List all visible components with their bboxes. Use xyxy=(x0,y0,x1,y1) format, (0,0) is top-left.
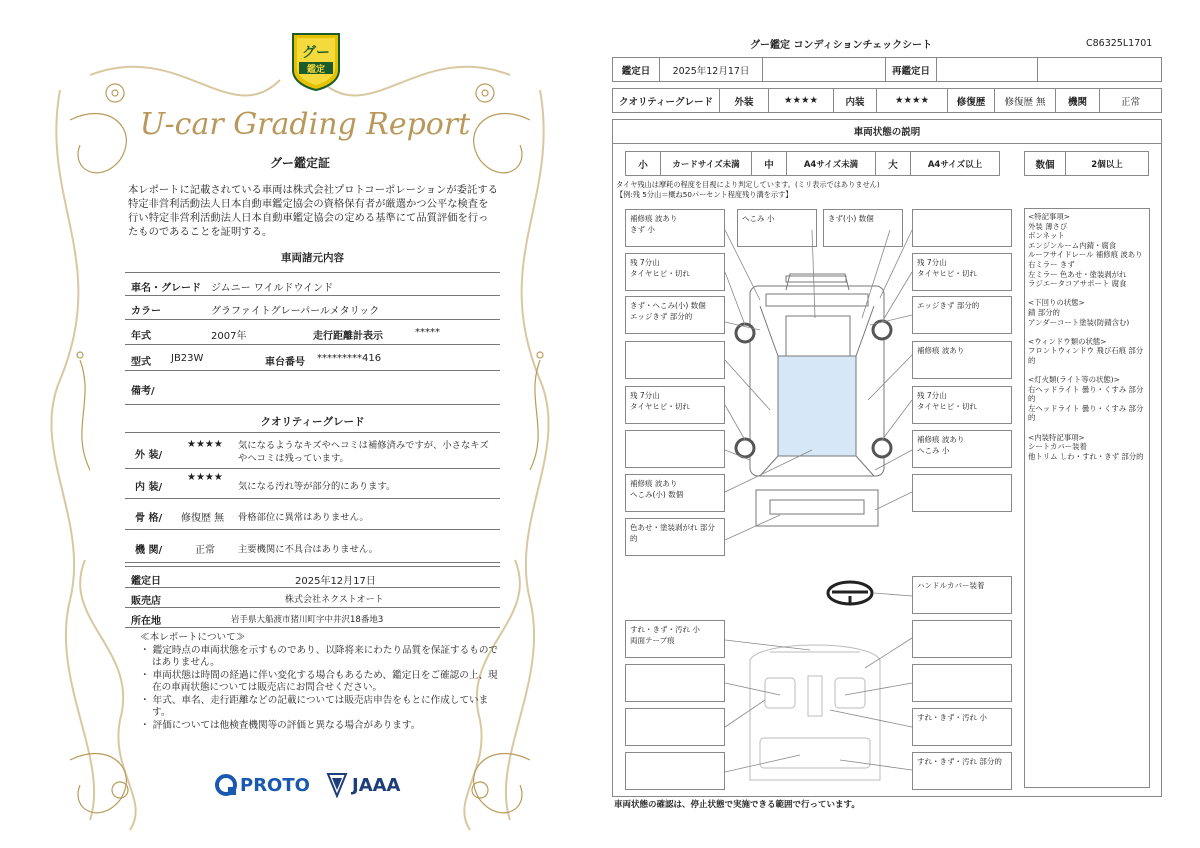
info-addr-label: 所在地 xyxy=(131,616,161,627)
spec-row-model xyxy=(125,345,500,371)
interior-box-console: すれ・きず・汚れ 小 xyxy=(912,708,1012,746)
damage-box-left-fender: きず・へこみ(小) 数個 エッジきず 部分的 xyxy=(625,296,725,334)
report-title-text: U-car Grading Report xyxy=(140,107,470,142)
quality-engine-label: 機 関/ xyxy=(135,545,163,556)
interior-box-left-seat xyxy=(625,708,725,746)
info-dealer-value: 株式会社ネクストオート xyxy=(285,595,384,605)
interior-box-steering: ハンドルカバー装着 xyxy=(912,576,1012,614)
damage-box-front-center-right: きず(小) 数個 xyxy=(823,209,903,247)
size-large-desc: A4サイズ以上 xyxy=(910,151,1000,176)
condition-heading: 車両状態の説明 xyxy=(612,119,1162,144)
quality-int-text: 気になる汚れ等が部分的にあります。 xyxy=(238,481,396,492)
spec-chassis-value: *********416 xyxy=(317,353,382,364)
damage-box-rear: 色あせ・塗装剥がれ 部分的 xyxy=(625,518,725,556)
spec-year-label: 年式 xyxy=(131,331,151,342)
tire-box-rear-left: 残 7分山 タイヤヒビ・切れ xyxy=(625,386,725,424)
steering-wheel-icon xyxy=(828,582,872,604)
spec-heading: 車両諸元内容 xyxy=(281,252,344,264)
repair-value-cell: 修復歴 無 xyxy=(994,88,1056,113)
spec-chassis-label: 車台番号 xyxy=(265,357,305,368)
proto-logo-text: PROTO xyxy=(240,774,310,796)
quality-frame-text: 骨格部位に異常はありません。 xyxy=(238,512,369,523)
quality-row-exterior xyxy=(125,432,500,469)
quality-ext-text: 気になるようなキズやヘコミは補修済みですが、小さなキズやヘコミは残っています。 xyxy=(238,440,489,464)
quality-ext-stars: ★★★★ xyxy=(187,439,223,450)
damage-box-right-quarter: 補修痕 波あり へこみ 小 xyxy=(912,430,1012,468)
proto-logo xyxy=(214,770,310,800)
note-item: ・ 年式、車名、走行距離などの記載については販売店申告をもとに作成しています。 xyxy=(140,694,489,718)
int-stars-cell: ★★★★ xyxy=(876,88,948,113)
info-date-value: 2025年12月17日 xyxy=(295,576,376,587)
date-value-cell: 2025年12月17日 xyxy=(659,57,763,82)
engine-label-cell: 機関 xyxy=(1055,88,1100,113)
quality-int-label: 内 装/ xyxy=(135,482,163,493)
info-row-date xyxy=(125,566,500,588)
interior-box-right-front xyxy=(912,620,1012,658)
damage-box-left-quarter xyxy=(625,430,725,468)
spec-name-label: 車名・グレード xyxy=(131,283,201,294)
interior-box-right-seat xyxy=(912,664,1012,702)
redate-label-cell: 再鑑定日 xyxy=(885,57,937,82)
count-label: 数個 xyxy=(1024,151,1066,176)
interior-box-left-rear xyxy=(625,752,725,790)
tire-note-2: 【例:残 5分山＝概ね50パーセント程度残り溝を示す】 xyxy=(616,190,793,199)
spec-color-value: グラファイトグレーパールメタリック xyxy=(211,306,380,317)
spec-row-remarks xyxy=(125,371,500,405)
proto-mark-icon xyxy=(214,773,238,797)
badge-top-text: グー xyxy=(302,45,330,61)
damage-box-front-left: 補修痕 波あり きず 小 xyxy=(625,209,725,247)
jaaa-logo xyxy=(326,770,401,800)
jaaa-mark-icon xyxy=(326,772,348,798)
quality-heading: クオリティーグレード xyxy=(260,416,365,428)
quality-row-frame xyxy=(125,499,500,530)
quality-frame-label: 骨 格/ xyxy=(135,513,163,524)
spec-color-label: カラー xyxy=(131,306,161,317)
quality-engine-value: 正常 xyxy=(195,545,215,556)
damage-box-rear-right xyxy=(912,474,1012,512)
size-large-label: 大 xyxy=(875,151,911,176)
info-dealer-label: 販売店 xyxy=(131,596,161,607)
info-addr-value: 岩手県大船渡市猪川町字中井沢18番地3 xyxy=(231,615,384,625)
damage-box-right-fender: エッジきず 部分的 xyxy=(912,296,1012,334)
repair-label-cell: 修復歴 xyxy=(947,88,995,113)
interior-box-dash: すれ・きず・汚れ 小 両面テープ痕 xyxy=(625,620,725,658)
spec-model-value: JB23W xyxy=(171,353,204,364)
int-label-cell: 内装 xyxy=(833,88,877,113)
note-item: ・ 評価については他検査機関等の評価と異なる場合があります。 xyxy=(140,719,421,731)
tire-box-front-left: 残 7分山 タイヤヒビ・切れ xyxy=(625,253,725,291)
damage-box-rear-left: 補修痕 波あり へこみ(小) 数個 xyxy=(625,474,725,512)
damage-box-front-center: へこみ 小 xyxy=(737,209,817,247)
info-row-address xyxy=(125,608,500,628)
spec-model-label: 型式 xyxy=(131,357,151,368)
spec-remarks-label: 備考/ xyxy=(131,386,155,397)
damage-box-front-right xyxy=(912,209,1012,247)
tire-note-1: タイヤ残山は摩耗の程度を目視により判定しています。(ミリ表示ではありません) xyxy=(616,180,880,189)
special-notes-box: <特記事項> 外装 薄さび ボンネット エンジンルーム内錆・腐食 ルーフサイドレール 補修痕 波あり 右ミラー きず 左ミラー 色あせ・塗装剥がれ ラジエータコアサポート 腐食 <下回りの状態> 錆 部分的 アンダーコート塗装(防錆含む) <ウィンドウ類の状態> フロントウィンドウ 飛び石痕 部分的 <灯火類(ライト等の状態)> 右ヘッドライト 曇り・くすみ 部分的 左ヘッドライト 曇り・くすみ 部分的 <内装特記事項> シートカバー装着 他トリム しわ・すれ・きず 部分的 xyxy=(1024,208,1150,788)
quality-row-interior xyxy=(125,469,500,499)
report-title-logo xyxy=(140,98,470,148)
interior-view xyxy=(750,645,880,780)
damage-box-left-door xyxy=(625,341,725,379)
spec-mileage-value: ***** xyxy=(415,327,440,338)
doc-title: グー鑑定証 xyxy=(269,156,330,170)
quality-frame-value: 修復歴 無 xyxy=(181,513,225,524)
quality-ext-label: 外 装/ xyxy=(135,450,163,461)
size-small-label: 小 xyxy=(625,151,661,176)
grade-label-cell: クオリティーグレード xyxy=(612,88,720,113)
spec-name-value: ジムニー ワイルドウインド xyxy=(211,283,334,294)
size-mid-desc: A4サイズ未満 xyxy=(786,151,876,176)
engine-value-cell: 正常 xyxy=(1099,88,1162,113)
date-label-cell: 鑑定日 xyxy=(612,57,660,82)
quality-row-engine xyxy=(125,530,500,563)
spec-row-color xyxy=(125,296,500,320)
note-item: ・ 鑑定時点の車両状態を示すものであり、以降将来にわたり品質を保証するものではありません。 xyxy=(140,644,499,668)
goo-kantei-badge-icon xyxy=(287,30,345,92)
jaaa-logo-text: JAAA xyxy=(352,774,401,796)
info-date-label: 鑑定日 xyxy=(131,576,161,587)
spec-row-year xyxy=(125,320,500,345)
spec-mileage-label: 走行距離計表示 xyxy=(313,331,383,342)
quality-engine-text: 主要機関に不具合はありません。 xyxy=(238,544,379,555)
certification-text: 本レポートに記載されている車両は株式会社プロトコーポレーションが委託する特定非営利活動法人日本自動車鑑定協会の資格保有者が厳選かつ公平な検査を行い特定非営利活動法人日本自動車鑑定協会の定める基準にて品質評価を行ったものであることを証明する。 xyxy=(128,184,498,238)
ext-stars-cell: ★★★★ xyxy=(768,88,834,113)
tire-box-front-right: 残 7分山 タイヤヒビ・切れ xyxy=(912,253,1012,291)
interior-box-rear-seat: すれ・きず・汚れ 部分的 xyxy=(912,752,1012,790)
spec-row-name xyxy=(125,272,500,296)
size-mid-label: 中 xyxy=(751,151,787,176)
notes-heading: ≪本レポートについて≫ xyxy=(140,632,246,643)
ext-label-cell: 外装 xyxy=(719,88,769,113)
damage-box-right-door: 補修痕 波あり xyxy=(912,341,1012,379)
note-item: ・ 車両状態は時間の経過に伴い変化する場合もあるため、鑑定日をご確認の上、現在の車両状態については販売店にお問合せください。 xyxy=(140,669,498,693)
sheet-title: グー鑑定 コンディションチェックシート xyxy=(750,40,933,51)
info-row-dealer xyxy=(125,588,500,608)
interior-box-left-front xyxy=(625,664,725,702)
spec-year-value: 2007年 xyxy=(211,331,247,342)
report-notes xyxy=(140,632,500,732)
condition-check-sheet xyxy=(600,0,1200,848)
sheet-doc-id: C86325L1701 xyxy=(1086,38,1153,49)
sheet-footer-note: 車両状態の確認は、停止状態で実施できる範囲で行っています。 xyxy=(614,800,860,810)
size-small-desc: カードサイズ未満 xyxy=(660,151,752,176)
count-desc: 2個以上 xyxy=(1065,151,1149,176)
badge-bottom-text: 鑑定 xyxy=(306,65,326,75)
quality-int-stars: ★★★★ xyxy=(187,472,223,483)
tire-box-rear-right: 残 7分山 タイヤヒビ・切れ xyxy=(912,386,1012,424)
